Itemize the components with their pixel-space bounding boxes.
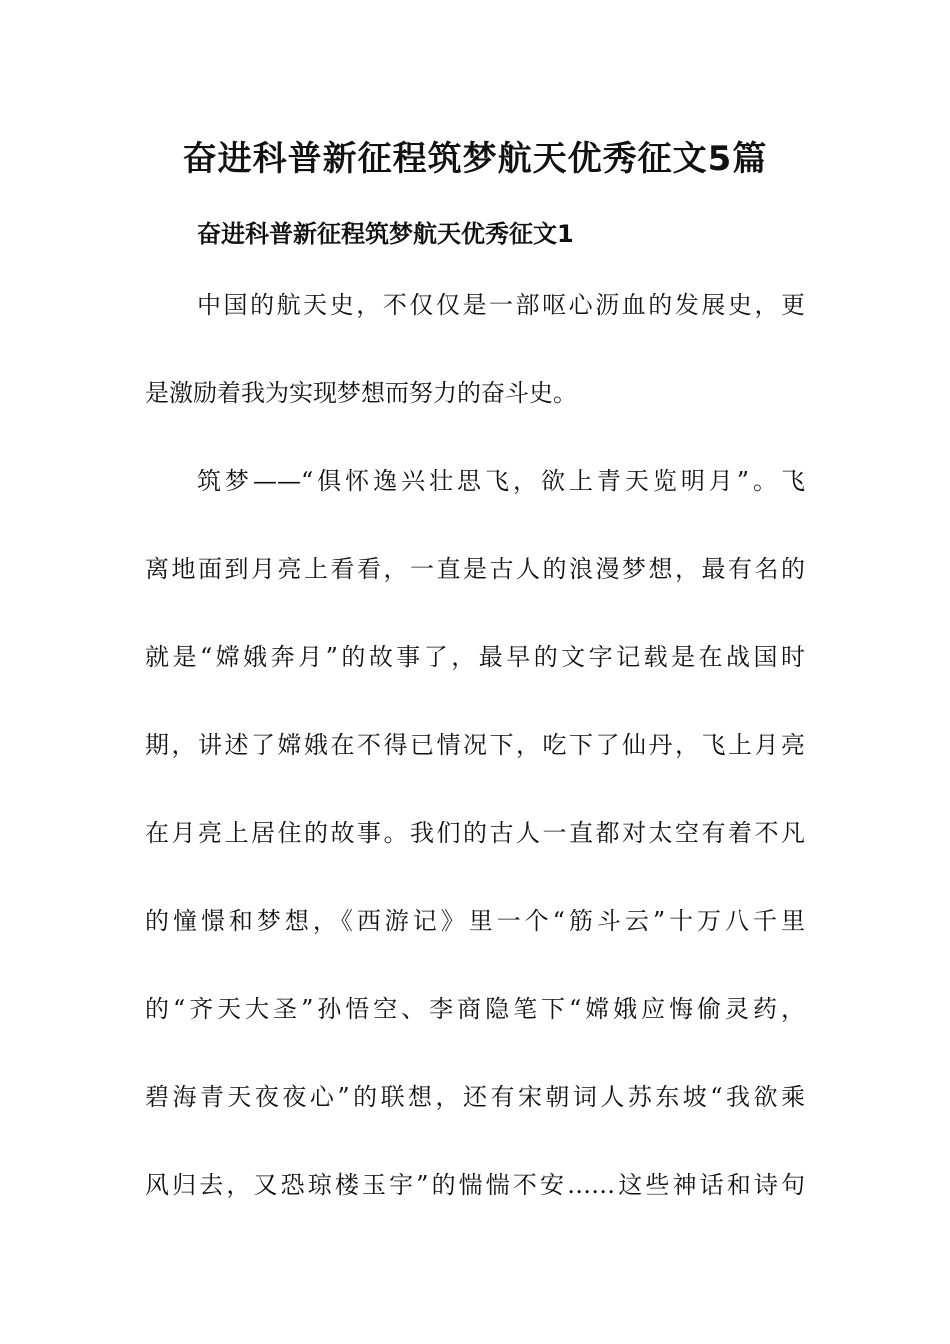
paragraph-line: 就是“嫦娥奔月”的故事了，最早的文字记载是在战国时	[145, 643, 805, 671]
paragraph-line: 是激励着我为实现梦想而努力的奋斗史。	[145, 379, 577, 407]
paragraph-line: 的憧憬和梦想，《西游记》里一个“筋斗云”十万八千里	[145, 907, 805, 935]
paragraph-line: 离地面到月亮上看看，一直是古人的浪漫梦想，最有名的	[145, 555, 805, 583]
paragraph-line: 期，讲述了嫦娥在不得已情况下，吃下了仙丹，飞上月亮	[145, 731, 805, 759]
paragraph-line: 碧海青天夜夜心”的联想，还有宋朝词人苏东坡“我欲乘	[145, 1083, 805, 1111]
paragraph-line: 筑梦——“俱怀逸兴壮思飞，欲上青天览明月”。飞	[197, 467, 805, 495]
paragraph-line: 中国的航天史，不仅仅是一部呕心沥血的发展史，更	[197, 291, 805, 319]
document-title: 奋进科普新征程筑梦航天优秀征文5篇	[182, 139, 768, 179]
paragraph-line: 的“齐天大圣”孙悟空、李商隐笔下“嫦娥应悔偷灵药，	[145, 995, 805, 1023]
paragraph-2	[145, 437, 805, 1229]
paragraph-line: 在月亮上居住的故事。我们的古人一直都对太空有着不凡	[145, 819, 805, 847]
paragraph-line: 风归去，又恐琼楼玉宇”的惴惴不安……这些神话和诗句	[145, 1171, 805, 1199]
section-title: 奋进科普新征程筑梦航天优秀征文1	[197, 220, 574, 248]
paragraph-1	[145, 261, 805, 437]
